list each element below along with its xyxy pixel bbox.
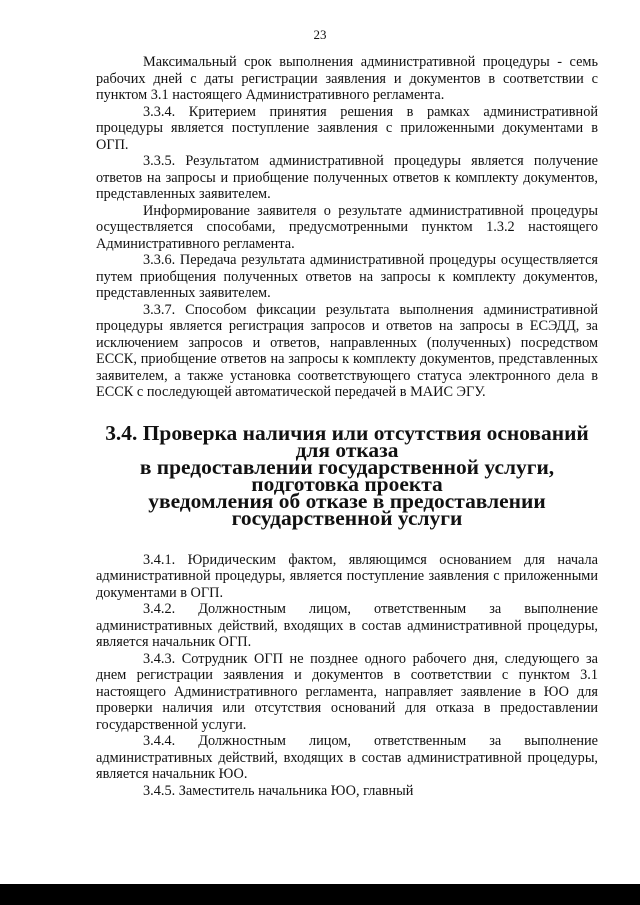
paragraph-max-term: Максимальный срок выполнения административной процедуры - семь рабочих дней с даты регистрации заявления и документов в соответствии с пунктом 3.1 настоящего Административного регламента.: [96, 54, 598, 103]
paragraph-3-4-1: 3.4.1. Юридическим фактом, являющимся основанием для начала административной процедуры, является поступление заявления с приложенными документами в ОГП.: [96, 551, 598, 601]
paragraph-3-3-5: 3.3.5. Результатом административной процедуры является получение ответов на запросы и приобщение полученных ответов к комплекту документов, представленных заявителем.: [96, 153, 598, 202]
heading-line: 3.4. Проверка наличия или отсутствия оснований для отказа: [105, 420, 589, 462]
paragraph-3-4-3: 3.4.3. Сотрудник ОГП не позднее одного рабочего дня, следующего за днем регистрации заявления и документов в соответствии с пунктом 3.1 настоящего Административного регламента, направляет заявление в ЮО для проверки наличия или отсутствия оснований для отказа в предоставлении государственной услуги.: [96, 650, 598, 733]
paragraph-3-3-4: 3.3.4. Критерием принятия решения в рамках административной процедуры является поступление заявления с приложенными документами в ОГП.: [96, 103, 598, 153]
scan-bottom-bar: [0, 884, 640, 905]
heading-line: уведомления об отказе в предоставлении: [148, 488, 546, 513]
paragraph-3-4-4: 3.4.4. Должностным лицом, ответственным за выполнение административных действий, входящих в состав административной процедуры, является начальник ЮО.: [96, 733, 598, 782]
paragraph-3-4-2: 3.4.2. Должностным лицом, ответственным за выполнение административных действий, входящих в состав административной процедуры, является начальник ОГП.: [96, 601, 598, 650]
paragraph-3-4-5: 3.4.5. Заместитель начальника ЮО, главный: [143, 782, 414, 799]
paragraph-3-3-6: 3.3.6. Передача результата административной процедуры осуществляется путем приобщения полученных ответов на запросы к комплекту документов, представленных заявителем.: [96, 252, 598, 301]
paragraph-3-3-7: 3.3.7. Способом фиксации результата выполнения административной процедуры является регистрация запросов и ответов на запросы в ЕСЭДД, за исключением запросов и ответов, направленных (полученных) посредством ЕССК, приобщение ответов на запросы к комплекту документов, представленных заявителем, а также установка соответствующего статуса электронного дела в ЕССК с последующей автоматической передачей в МАИС ЭГУ.: [96, 301, 598, 400]
paragraph-informing: Информирование заявителя о результате административной процедуры осуществляется способами, предусмотренными пунктом 1.3.2 настоящего Административного регламента.: [96, 202, 598, 252]
page-number: 23: [313, 27, 327, 42]
document-body: [96, 54, 598, 799]
section-heading-3-4: [96, 420, 598, 530]
heading-line: государственной услуги: [231, 505, 463, 530]
heading-line: в предоставлении государственной услуги, подготовка проекта: [139, 454, 555, 496]
